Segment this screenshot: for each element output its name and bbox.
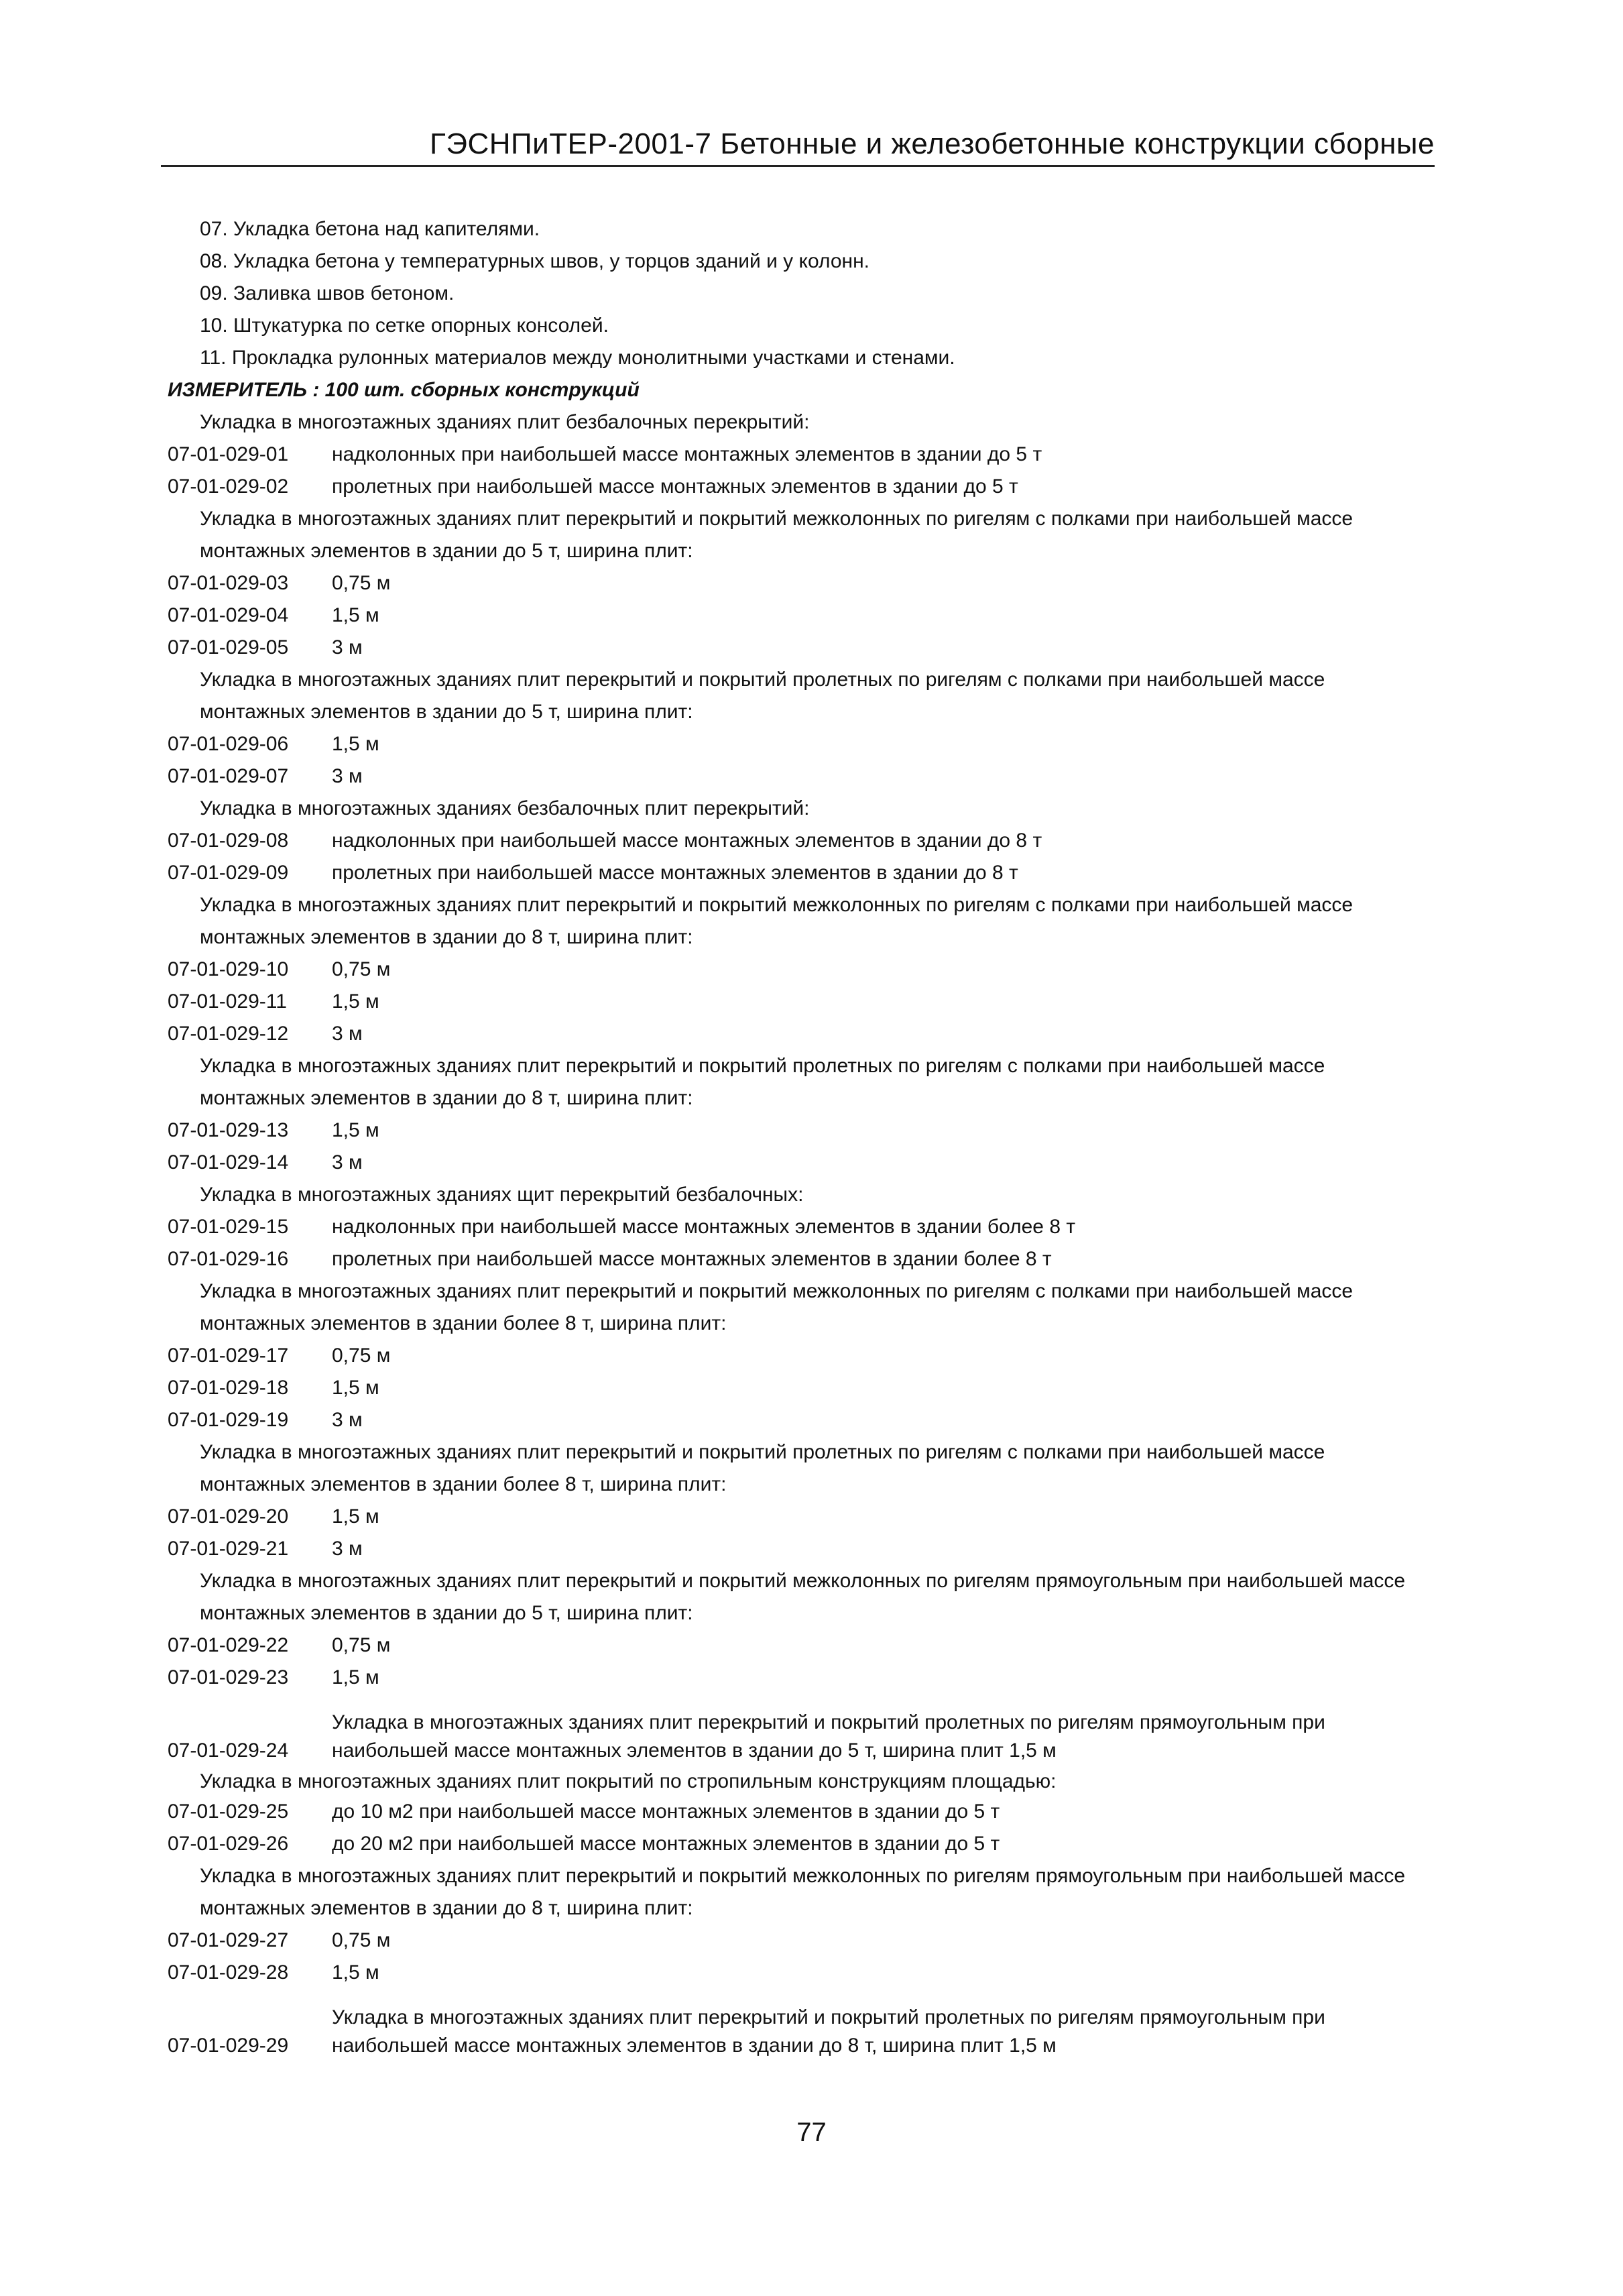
rate-description: 3 м <box>332 636 363 658</box>
rate-row <box>168 1629 1428 1662</box>
group-heading: Укладка в многоэтажных зданиях щит перекрытий безбалочных: <box>200 1184 804 1206</box>
rate-row <box>168 471 1428 503</box>
group-heading: Укладка в многоэтажных зданиях плит перекрытий и покрытий пролетных по ригелям с полками при наибольшей массе монтажных элементов в здании до 8 т, ширина плит: <box>200 1055 1325 1109</box>
rate-code: 07-01-029-01 <box>168 443 289 465</box>
work-item: 09. Заливка швов бетоном. <box>200 282 455 304</box>
rate-row <box>168 1147 1428 1179</box>
rate-code: 07-01-029-23 <box>168 1666 289 1688</box>
rate-description: 0,75 м <box>332 1634 391 1656</box>
rate-row <box>168 825 1428 857</box>
rate-description: 3 м <box>332 1538 363 1560</box>
rate-row <box>168 1114 1428 1147</box>
rate-description: надколонных при наибольшей массе монтажных элементов в здании до 5 т <box>332 443 1042 465</box>
rate-description: до 20 м2 при наибольшей массе монтажных элементов в здании до 5 т <box>332 1833 1000 1855</box>
rate-description: 1,5 м <box>332 1961 379 1984</box>
rate-row <box>168 1018 1428 1050</box>
group-heading: Укладка в многоэтажных зданиях плит перекрытий и покрытий межколонных по ригелям прямоугольным при наибольшей массе монтажных элементов в здании до 5 т, ширина плит: <box>200 1570 1406 1624</box>
document-body <box>168 213 1428 2060</box>
rate-row <box>168 632 1428 664</box>
rate-row <box>168 1662 1428 1694</box>
rate-row <box>168 2004 1428 2060</box>
rate-code: 07-01-029-16 <box>168 1248 289 1270</box>
rate-row <box>168 1533 1428 1565</box>
rate-description: пролетных при наибольшей массе монтажных элементов в здании до 8 т <box>332 862 1018 884</box>
rate-row <box>168 760 1428 793</box>
rate-row <box>168 857 1428 889</box>
rate-code: 07-01-029-27 <box>168 1929 289 1951</box>
rate-row <box>168 1501 1428 1533</box>
page-number: 77 <box>796 2118 827 2147</box>
rate-description <box>332 1709 1428 1765</box>
work-item: 10. Штукатурка по сетке опорных консолей. <box>200 314 609 337</box>
rate-description: 3 м <box>332 1409 363 1431</box>
rate-description-line: Укладка в многоэтажных зданиях плит перекрытий и покрытий пролетных по ригелям прямоугольным при <box>332 1711 1325 1733</box>
rate-description: 1,5 м <box>332 604 379 626</box>
rate-code: 07-01-029-15 <box>168 1216 289 1238</box>
rate-code: 07-01-029-03 <box>168 572 289 594</box>
rate-description: 3 м <box>332 765 363 787</box>
rate-row <box>168 1957 1428 1989</box>
group-heading: Укладка в многоэтажных зданиях плит перекрытий и покрытий межколонных по ригелям прямоугольным при наибольшей массе монтажных элементов в здании до 8 т, ширина плит: <box>200 1865 1406 1919</box>
running-header: ГЭСНПиТЕР-2001-7 Бетонные и железобетонные конструкции сборные <box>430 127 1435 160</box>
rate-description: 1,5 м <box>332 1119 379 1141</box>
rate-code: 07-01-029-07 <box>168 765 289 787</box>
rate-code: 07-01-029-06 <box>168 733 289 755</box>
rate-description: 0,75 м <box>332 958 391 980</box>
group-heading: Укладка в многоэтажных зданиях плит покрытий по стропильным конструкциям площадью: <box>200 1770 1057 1792</box>
group-heading: Укладка в многоэтажных зданиях безбалочных плит перекрытий: <box>200 797 810 819</box>
work-items-list <box>168 213 1428 374</box>
rate-code: 07-01-029-13 <box>168 1119 289 1141</box>
rate-code: 07-01-029-18 <box>168 1377 289 1399</box>
rate-code: 07-01-029-10 <box>168 958 289 980</box>
rate-code: 07-01-029-09 <box>168 862 289 884</box>
rate-row <box>168 1404 1428 1436</box>
rate-description: 1,5 м <box>332 733 379 755</box>
work-item: 07. Укладка бетона над капителями. <box>200 218 540 240</box>
rate-code: 07-01-029-04 <box>168 604 289 626</box>
rate-row <box>168 1340 1428 1372</box>
rate-row <box>168 954 1428 986</box>
rate-code: 07-01-029-14 <box>168 1151 289 1173</box>
rate-row <box>168 439 1428 471</box>
rate-row <box>168 1796 1428 1828</box>
header-rule <box>161 165 1435 167</box>
rate-code: 07-01-029-22 <box>168 1634 289 1656</box>
rate-code: 07-01-029-05 <box>168 636 289 658</box>
rate-row <box>168 1709 1428 1765</box>
rate-description: 0,75 м <box>332 1344 391 1367</box>
rate-row <box>168 1243 1428 1275</box>
rate-code: 07-01-029-21 <box>168 1538 289 1560</box>
measure-unit: ИЗМЕРИТЕЛЬ : 100 шт. сборных конструкций <box>168 379 640 401</box>
rate-description: 1,5 м <box>332 1505 379 1528</box>
group-heading: Укладка в многоэтажных зданиях плит безбалочных перекрытий: <box>200 411 810 433</box>
rate-row <box>168 1211 1428 1243</box>
rate-description-line: Укладка в многоэтажных зданиях плит перекрытий и покрытий пролетных по ригелям прямоугольным при <box>332 2006 1325 2028</box>
rate-code: 07-01-029-17 <box>168 1344 289 1367</box>
rate-description: 1,5 м <box>332 990 379 1013</box>
rate-code: 07-01-029-08 <box>168 829 289 852</box>
rate-code: 07-01-029-12 <box>168 1023 289 1045</box>
rate-row <box>168 728 1428 760</box>
group-heading: Укладка в многоэтажных зданиях плит перекрытий и покрытий межколонных по ригелям с полками при наибольшей массе монтажных элементов в здании до 8 т, ширина плит: <box>200 894 1354 948</box>
work-item: 11. Прокладка рулонных материалов между монолитными участками и стенами. <box>200 347 955 369</box>
rate-description: надколонных при наибольшей массе монтажных элементов в здании до 8 т <box>332 829 1042 852</box>
group-heading: Укладка в многоэтажных зданиях плит перекрытий и покрытий межколонных по ригелям с полками при наибольшей массе монтажных элементов в здании более 8 т, ширина плит: <box>200 1280 1354 1334</box>
rate-code: 07-01-029-11 <box>168 990 287 1013</box>
rate-description: 1,5 м <box>332 1666 379 1688</box>
rate-row <box>168 599 1428 632</box>
rate-code: 07-01-029-24 <box>168 1739 289 1762</box>
rate-code: 07-01-029-28 <box>168 1961 289 1984</box>
rate-row <box>168 1372 1428 1404</box>
rate-description: 3 м <box>332 1151 363 1173</box>
rate-description: 0,75 м <box>332 1929 391 1951</box>
rate-description: 3 м <box>332 1023 363 1045</box>
rate-description: пролетных при наибольшей массе монтажных элементов в здании более 8 т <box>332 1248 1052 1270</box>
rate-code: 07-01-029-19 <box>168 1409 289 1431</box>
rate-description-line: наибольшей массе монтажных элементов в здании до 5 т, ширина плит 1,5 м <box>332 1739 1057 1762</box>
rate-description: 0,75 м <box>332 572 391 594</box>
rate-description: пролетных при наибольшей массе монтажных элементов в здании до 5 т <box>332 475 1018 498</box>
rate-code: 07-01-029-29 <box>168 2034 289 2057</box>
rate-row <box>168 567 1428 599</box>
rate-code: 07-01-029-25 <box>168 1800 289 1823</box>
rate-row <box>168 1828 1428 1860</box>
rate-code: 07-01-029-26 <box>168 1833 289 1855</box>
group-heading: Укладка в многоэтажных зданиях плит перекрытий и покрытий межколонных по ригелям с полками при наибольшей массе монтажных элементов в здании до 5 т, ширина плит: <box>200 508 1354 562</box>
rate-code: 07-01-029-02 <box>168 475 289 498</box>
rate-description: 1,5 м <box>332 1377 379 1399</box>
work-item: 08. Укладка бетона у температурных швов, у торцов зданий и у колонн. <box>200 250 869 272</box>
rate-description-line: наибольшей массе монтажных элементов в здании до 8 т, ширина плит 1,5 м <box>332 2034 1057 2057</box>
rate-description <box>332 2004 1428 2060</box>
rate-description: до 10 м2 при наибольшей массе монтажных элементов в здании до 5 т <box>332 1800 1000 1823</box>
group-heading: Укладка в многоэтажных зданиях плит перекрытий и покрытий пролетных по ригелям с полками при наибольшей массе монтажных элементов в здании более 8 т, ширина плит: <box>200 1441 1325 1495</box>
rate-row <box>168 1925 1428 1957</box>
rate-groups <box>168 406 1428 2060</box>
rate-row <box>168 986 1428 1018</box>
rate-code: 07-01-029-20 <box>168 1505 289 1528</box>
rate-description: надколонных при наибольшей массе монтажных элементов в здании более 8 т <box>332 1216 1076 1238</box>
group-heading: Укладка в многоэтажных зданиях плит перекрытий и покрытий пролетных по ригелям с полками при наибольшей массе монтажных элементов в здании до 5 т, ширина плит: <box>200 669 1325 723</box>
